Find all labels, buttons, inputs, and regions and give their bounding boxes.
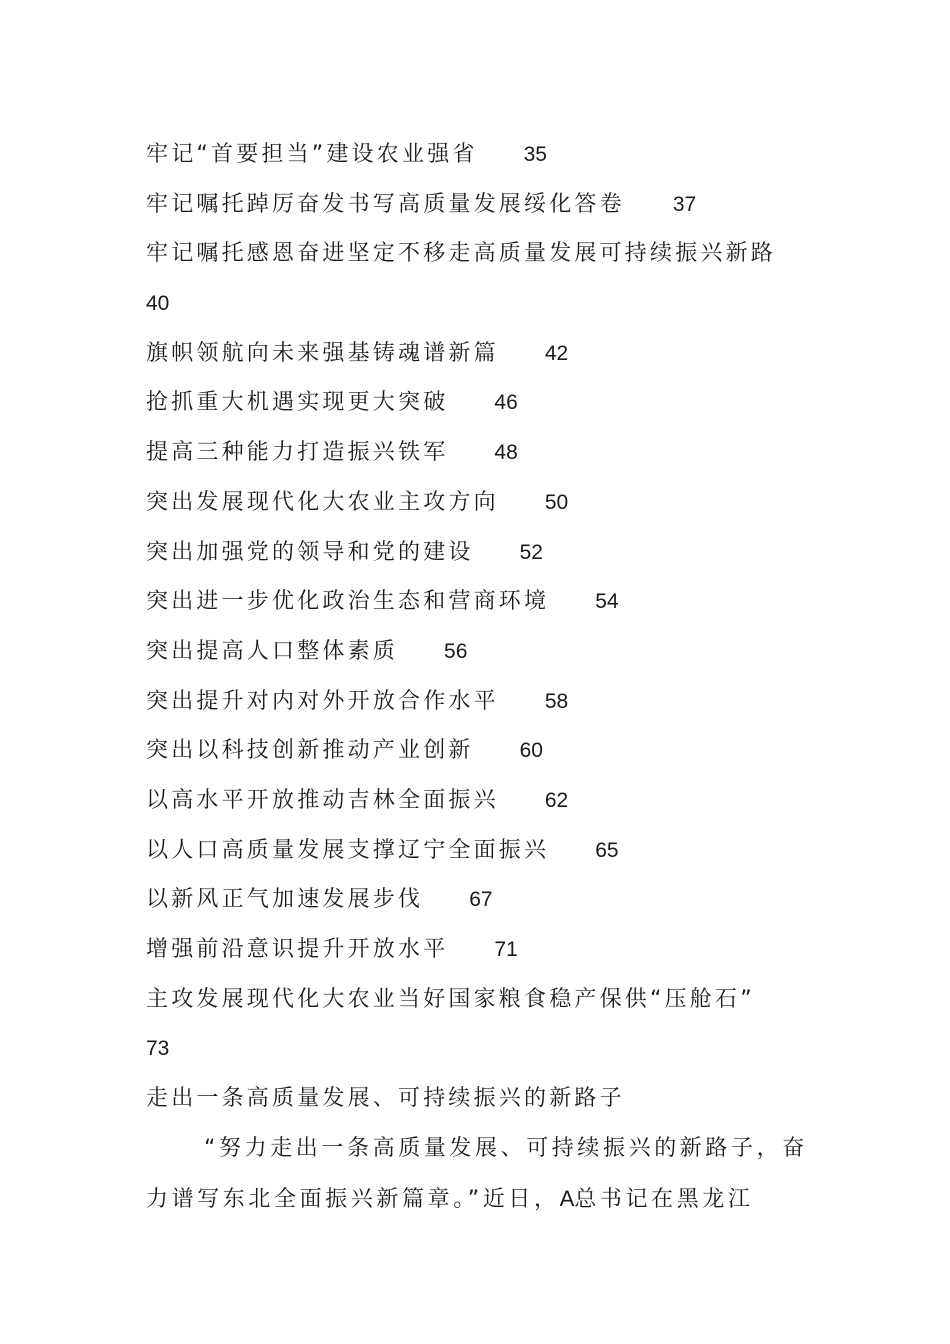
- toc-entry[interactable]: [146, 726, 816, 776]
- toc-entry-title: 突出加强党的领导和党的建设: [146, 539, 474, 565]
- toc-entry-page: 65: [595, 838, 619, 862]
- toc-entry[interactable]: [146, 975, 816, 1074]
- toc-entry[interactable]: [146, 180, 816, 230]
- paragraph-text-end: 总书记在黑龙江: [574, 1186, 754, 1212]
- toc-entry[interactable]: [146, 528, 816, 578]
- toc-entry-page: 40: [146, 292, 170, 316]
- toc-entry-page: 48: [494, 441, 518, 465]
- toc-entry[interactable]: [146, 776, 816, 826]
- toc-entry[interactable]: [146, 577, 816, 627]
- toc-entry-page: 60: [519, 739, 543, 763]
- toc-entry[interactable]: [146, 875, 816, 925]
- toc-entry-page: 67: [469, 888, 493, 912]
- toc-entry[interactable]: [146, 428, 816, 478]
- toc-entry-title: 牢记嘱托踔厉奋发书写高质量发展绥化答卷: [146, 191, 625, 217]
- toc-entry-title: 突出进一步优化政治生态和营商环境: [146, 589, 550, 615]
- table-of-contents: [146, 130, 816, 1224]
- toc-entry-page: 46: [494, 391, 518, 415]
- toc-entry[interactable]: [146, 627, 816, 677]
- toc-entry-page: 73: [146, 1037, 170, 1061]
- article-heading: 走出一条高质量发展、可持续振兴的新路子: [146, 1086, 625, 1112]
- toc-entry-title: 突出以科技创新推动产业创新: [146, 738, 474, 764]
- toc-entry-title: 以高水平开放推动吉林全面振兴: [146, 787, 499, 813]
- toc-entry[interactable]: [146, 130, 816, 180]
- toc-entry-title: 增强前沿意识提升开放水平: [146, 937, 449, 963]
- toc-entry-page: 54: [595, 590, 619, 614]
- toc-entry-page: 50: [544, 490, 569, 514]
- toc-entry-page: 52: [519, 540, 543, 564]
- toc-entry-title: 抢抓重大机遇实现更大突破: [146, 390, 449, 416]
- toc-entry-page: 42: [544, 341, 569, 365]
- toc-entry-page: 62: [544, 788, 569, 812]
- toc-entry-title: 突出提高人口整体素质: [146, 638, 399, 664]
- toc-entry-title: 突出提升对内对外开放合作水平: [146, 688, 499, 714]
- toc-entry[interactable]: [146, 329, 816, 379]
- toc-entry[interactable]: [146, 378, 816, 428]
- paragraph-initial: A: [559, 1185, 575, 1211]
- toc-entry-title: 以新风正气加速发展步伐: [146, 887, 424, 913]
- toc-entry[interactable]: [146, 478, 816, 528]
- toc-entry-title: 以人口高质量发展支撑辽宁全面振兴: [146, 837, 550, 863]
- toc-entry-page: 58: [544, 689, 569, 713]
- toc-entry-title: 旗帜领航向未来强基铸魂谱新篇: [146, 340, 499, 366]
- toc-entry[interactable]: [146, 677, 816, 727]
- toc-entry-page: 37: [672, 192, 697, 216]
- toc-entry[interactable]: [146, 229, 816, 328]
- paragraph-text: “努力走出一条高质量发展、可持续振兴的新路子，奋力谱写东北全面振兴新篇章。”近日，: [146, 1135, 808, 1212]
- toc-entry[interactable]: [146, 826, 816, 876]
- toc-entry-title: 主攻发展现代化大农业当好国家粮食稳产保供“压舱石”: [146, 986, 755, 1012]
- toc-entry[interactable]: [146, 925, 816, 975]
- toc-entry-page: 56: [444, 639, 468, 663]
- toc-entry-title: 牢记“首要担当”建设农业强省: [146, 142, 478, 167]
- toc-entry-page: 71: [494, 938, 518, 962]
- toc-entry-title: 提高三种能力打造振兴铁军: [146, 440, 449, 466]
- toc-entry-title: 突出发展现代化大农业主攻方向: [146, 489, 499, 515]
- toc-entry-title: 牢记嘱托感恩奋进坚定不移走高质量发展可持续振兴新路: [146, 241, 777, 267]
- toc-entry-page: 35: [523, 143, 547, 166]
- article-paragraph: [146, 1124, 816, 1224]
